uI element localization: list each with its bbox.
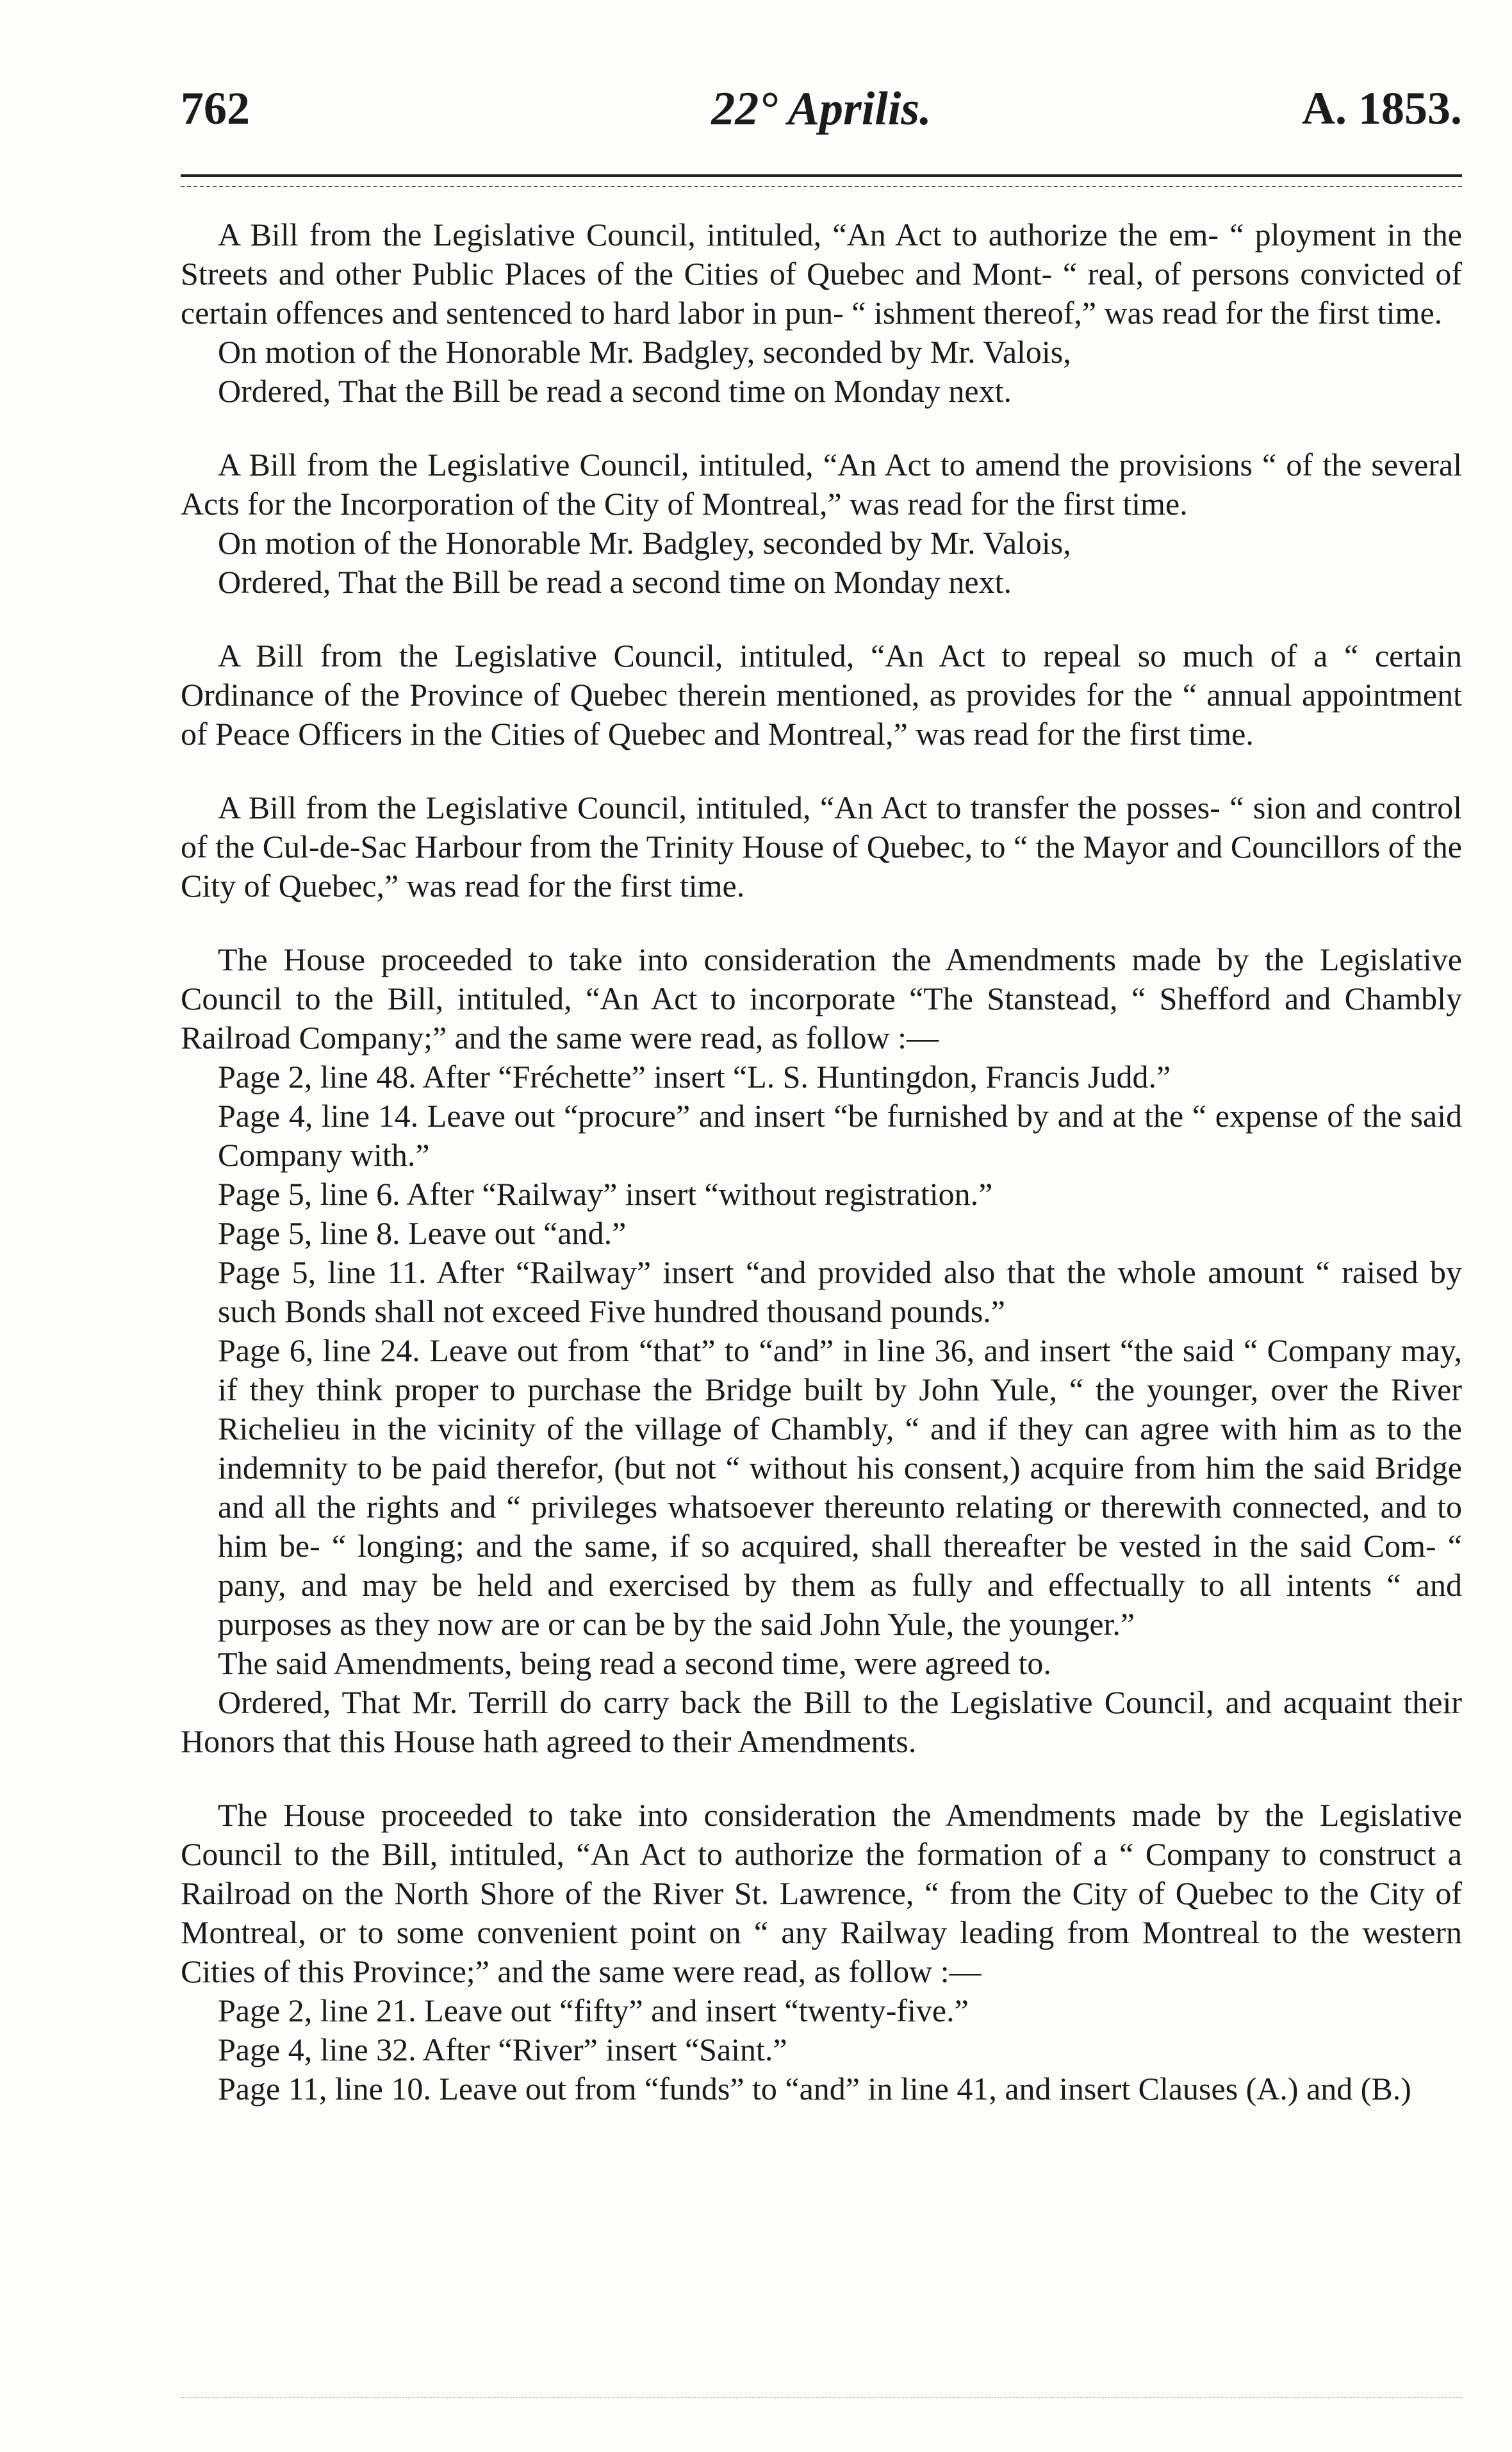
paragraph-bill-peace-officers: A Bill from the Legislative Council, intituled, “An Act to repeal so much of a “ certain Ordinance of the Province of Quebec therein mentioned, as provides for the “ annual appointment of Peace Officers in the Cities of Quebec and Montreal,” was read for the first time. [181,638,1462,752]
amendment-line: Page 5, line 6. After “Railway” insert “without registration.” [218,1176,993,1212]
amendment-line: Page 4, line 14. Leave out “procure” and insert “be furnished by and at the “ expense of the said Company with.” [218,1098,1462,1173]
agreed-line: The said Amendments, being read a second time, were agreed to. [218,1645,1051,1681]
paragraph-bill-cul-de-sac: A Bill from the Legislative Council, intituled, “An Act to transfer the posses- “ sion and control of the Cul-de-Sac Harbour from the Trinity House of Quebec, to “ the Mayor and Councillors of the City of Quebec,” was read for the first time. [181,790,1462,904]
amendment-line: Page 6, line 24. Leave out from “that” to “and” in line 36, and insert “the said “ Company may, if they think proper to purchase the Bridge built by John Yule, “ the younger, over the River Richelieu in the vicinity of the village of Chambly, “ and if they can agree with him as to the indemnity to be paid therefor, (but not “ without his consent,) acquire from him the said Bridge and all the rights and “ privileges whatsoever thereunto relating or therewith connected, and to him be- “ longing; and the same, if so acquired, shall thereafter be vested in the said Com- “ pany, and may be held and exercised by them as fully and effectually to all intents “ and purposes as they now are or can be by the said John Yule, the younger.” [218,1332,1462,1642]
paragraph-bill-streets: A Bill from the Legislative Council, intituled, “An Act to authorize the em- “ ployment in the Streets and other Public Places of the Cities of Quebec and Mont- “ real, of persons convicted of certain offences and sentenced to hard labor in pun- “ ishment thereof,” was read for the first time. [181,217,1462,331]
header-date: 22° Aprilis. [711,83,932,135]
amendment-line: Page 11, line 10. Leave out from “funds” to “and” in line 41, and insert Clauses (A.) and (B.) [218,2071,1411,2107]
paragraph-stanstead-railroad: The House proceeded to take into consideration the Amendments made by the Legislative Council to the Bill, intituled, “An Act to incorporate “The Stanstead, “ Shefford and Chambly Railroad Company;” and the same were read, as follow :— [181,941,1462,1056]
paragraph-bill-montreal: A Bill from the Legislative Council, intituled, “An Act to amend the provisions “ of the several Acts for the Incorporation of the City of Montreal,” was read for the first time. [181,447,1462,522]
header-rule-dashed [181,186,1462,187]
order-line: Ordered, That the Bill be read a second time on Monday next. [218,373,1012,409]
amendment-line: Page 5, line 8. Leave out “and.” [218,1215,627,1251]
header-rule [181,174,1462,177]
order-line: Ordered, That Mr. Terrill do carry back the Bill to the Legislative Council, and acquaint their Honors that this House hath agreed to their Amendments. [181,1684,1462,1759]
motion-line: On motion of the Honorable Mr. Badgley, seconded by Mr. Valois, [218,525,1071,561]
amendment-line: Page 5, line 11. After “Railway” insert “and provided also that the whole amount “ raised by such Bonds shall not exceed Five hundred thousand pounds.” [218,1254,1462,1329]
amendment-line: Page 2, line 48. After “Fréchette” insert “L. S. Huntingdon, Francis Judd.” [218,1059,1171,1095]
amendment-line: Page 2, line 21. Leave out “fifty” and insert “twenty-five.” [218,1992,969,2028]
page-body [181,215,1462,2108]
motion-line: On motion of the Honorable Mr. Badgley, seconded by Mr. Valois, [218,334,1071,370]
page-number: 762 [181,83,250,134]
amendment-line: Page 4, line 32. After “River” insert “Saint.” [218,2032,787,2067]
header-year: A. 1853. [1302,83,1462,134]
bottom-edge [181,2397,1462,2398]
page-header [181,82,1462,146]
paragraph-north-shore-railroad: The House proceeded to take into consideration the Amendments made by the Legislative Council to the Bill, intituled, “An Act to authorize the formation of a “ Company to construct a Railroad on the North Shore of the River St. Lawrence, “ from the City of Quebec to the City of Montreal, or to some convenient point on “ any Railway leading from Montreal to the western Cities of this Province;” and the same were read, as follow :— [181,1797,1462,1989]
order-line: Ordered, That the Bill be read a second time on Monday next. [218,564,1012,600]
